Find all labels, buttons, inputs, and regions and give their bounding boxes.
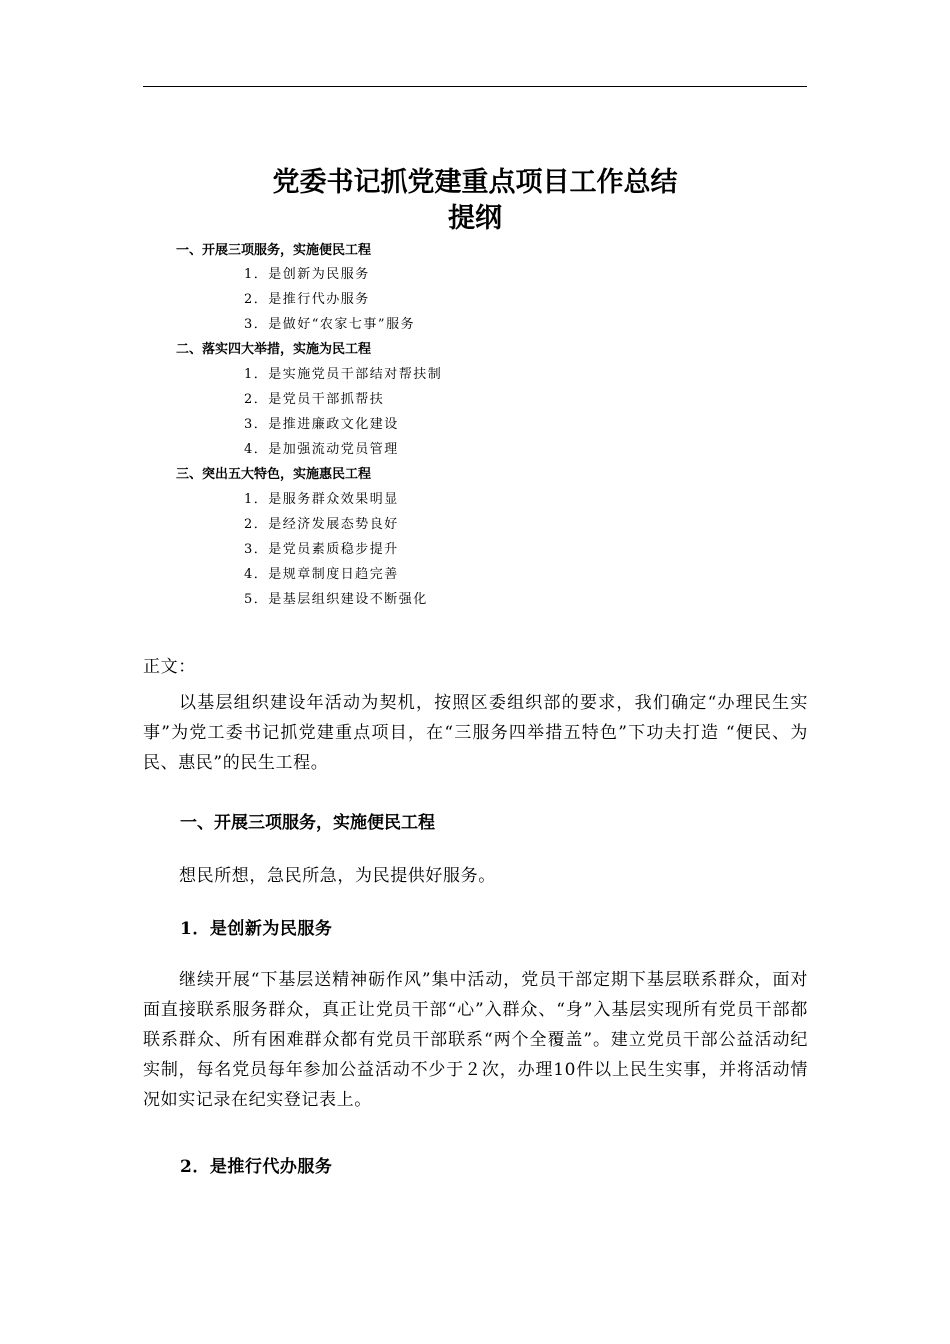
body-label: 正文： bbox=[143, 657, 196, 677]
outline-item: 1．是服务群众效果明显 bbox=[244, 492, 399, 507]
section-heading-1: 一、开展三项服务，实施便民工程 bbox=[180, 813, 435, 833]
outline-item: 3．是推进廉政文化建设 bbox=[244, 417, 399, 432]
outline-heading-2: 二、落实四大举措，实施为民工程 bbox=[176, 342, 372, 357]
subsection-heading-2: 2．是推行代办服务 bbox=[180, 1157, 333, 1177]
outline-item: 1．是创新为民服务 bbox=[244, 267, 370, 282]
outline-item: 5．是基层组织建设不断强化 bbox=[244, 592, 428, 607]
subsection-paragraph-1: 继续开展“下基层送精神砺作风”集中活动，党员干部定期下基层联系群众，面对面直接联系服务群众，真正让党员干部“心”入群众、“身”入基层实现所有党员干部都联系群众、所有困难群众都有党员干部联系“两个全覆盖”。建立党员干部公益活动纪实制，每名党员每年参加公益活动不少于２次，办理10件以上民生实事，并将活动情况如实记录在纪实登记表上。 bbox=[143, 970, 808, 1110]
outline-item: 4．是加强流动党员管理 bbox=[244, 442, 399, 457]
outline-item: 3．是做好“农家七事”服务 bbox=[244, 317, 416, 332]
document-subtitle: 提纲 bbox=[448, 203, 502, 234]
section-lead-paragraph: 想民所想，急民所急，为民提供好服务。 bbox=[179, 866, 496, 886]
header-rule bbox=[143, 86, 807, 87]
outline-heading-1: 一、开展三项服务，实施便民工程 bbox=[176, 243, 372, 258]
outline-item: 2．是经济发展态势良好 bbox=[244, 517, 399, 532]
document-title: 党委书记抓党建重点项目工作总结 bbox=[272, 167, 678, 198]
outline-item: 2．是推行代办服务 bbox=[244, 292, 370, 307]
outline-item: 1．是实施党员干部结对帮扶制 bbox=[244, 367, 443, 382]
outline-item: 4．是规章制度日趋完善 bbox=[244, 567, 399, 582]
outline-heading-3: 三、突出五大特色，实施惠民工程 bbox=[176, 467, 372, 482]
intro-paragraph: 以基层组织建设年活动为契机，按照区委组织部的要求，我们确定“办理民生实事”为党工委书记抓党建重点项目，在“三服务四举措五特色”下功夫打造 “便民、为民、惠民”的民生工程。 bbox=[143, 693, 808, 773]
subsection-heading-1: 1．是创新为民服务 bbox=[180, 919, 333, 939]
outline-item: 2．是党员干部抓帮扶 bbox=[244, 392, 385, 407]
outline-item: 3．是党员素质稳步提升 bbox=[244, 542, 399, 557]
